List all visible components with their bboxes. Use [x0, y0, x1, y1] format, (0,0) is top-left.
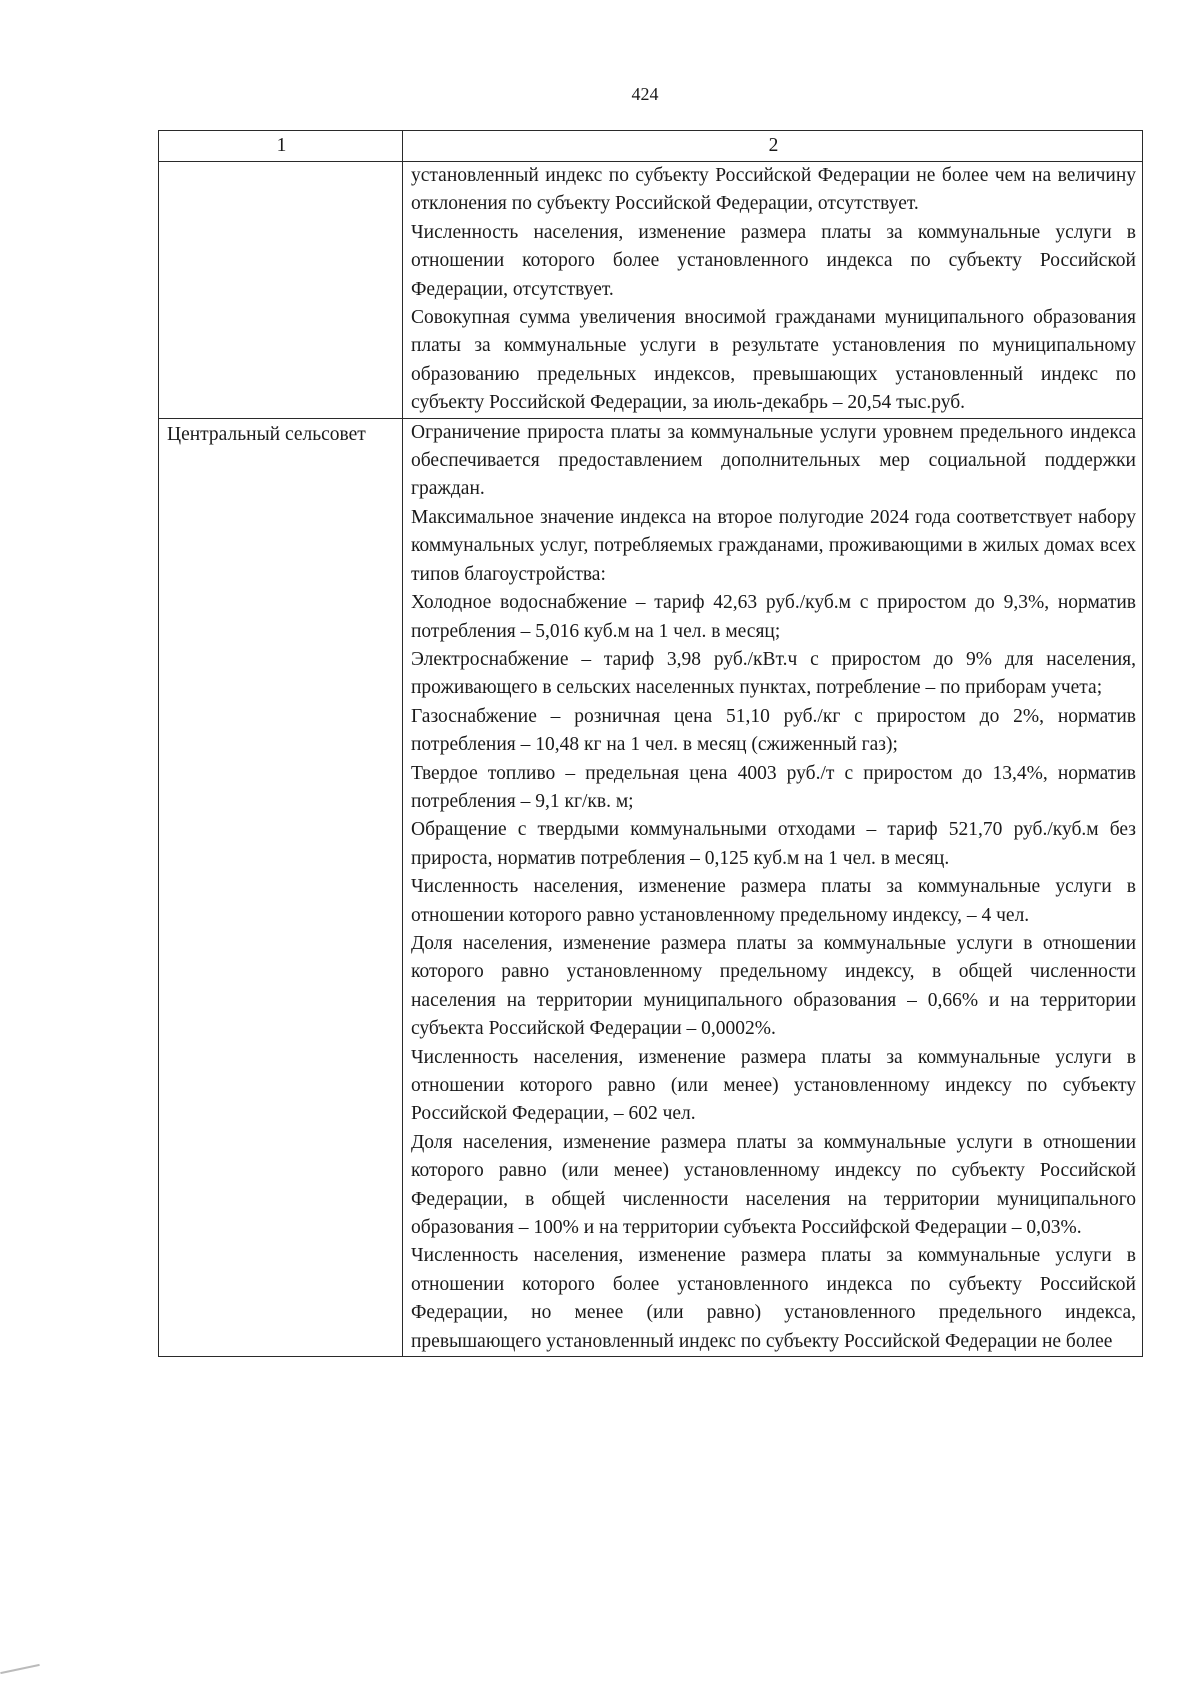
- paragraph: Доля населения, изменение размера платы за коммунальные услуги в отношении которого равно установленному предельному индексу, в общей численности населения на территории муниципального образования – 0,66% и на территории субъекта Российской Федерации – 0,0002%.: [411, 932, 1136, 1040]
- paragraph: Обращение с твердыми коммунальными отходами – тариф 521,70 руб./куб.м без прироста, норматив потребления – 0,125 куб.м на 1 чел. в месяц.: [411, 819, 1136, 869]
- row-label: [167, 162, 396, 164]
- table-row: [159, 162, 1143, 419]
- paragraph: Численность населения, изменение размера платы за коммунальные услуги в отношении которого более установленного индекса по субъекту Российской Федерации, но менее (или равно) установленного предельного индекса, превышающего установленный индекс по субъекту Российской Федерации не более: [411, 1245, 1136, 1352]
- table-row: [159, 418, 1143, 1356]
- paragraph: Численность населения, изменение размера платы за коммунальные услуги в отношении которого более установленного индекса по субъекту Российской Федерации, отсутствует.: [411, 221, 1136, 300]
- paragraph: Холодное водоснабжение – тариф 42,63 руб./куб.м с приростом до 9,3%, норматив потребления – 5,016 куб.м на 1 чел. в месяц;: [411, 592, 1136, 642]
- table-header-row: [159, 131, 1143, 162]
- paragraph: Численность населения, изменение размера платы за коммунальные услуги в отношении которого равно установленному предельному индексу, – 4 чел.: [411, 876, 1136, 926]
- column-header-1: 1: [159, 131, 403, 162]
- paragraph: Численность населения, изменение размера платы за коммунальные услуги в отношении которого равно (или менее) установленному индексу по субъекту Российской Федерации, – 602 чел.: [411, 1046, 1136, 1125]
- column-header-2: 2: [403, 131, 1143, 162]
- paragraph: Твердое топливо – предельная цена 4003 руб./т с приростом до 13,4%, норматив потребления – 9,1 кг/кв. м;: [411, 762, 1136, 812]
- paragraph: Ограничение прироста платы за коммунальные услуги уровнем предельного индекса обеспечивается предоставлением дополнительных мер социальной поддержки граждан.: [411, 421, 1136, 500]
- row-label: Центральный сельсовет: [167, 423, 366, 445]
- paragraph: Совокупная сумма увеличения вносимой гражданами муниципального образования платы за коммунальные услуги в результате установления по муниципальному образованию предельных индексов, превышающих установленный индекс по субъекту Российской Федерации, за июль-декабрь – 20,54 тыс.руб.: [411, 307, 1136, 414]
- scan-mark: [0, 1664, 40, 1674]
- paragraph: Электроснабжение – тариф 3,98 руб./кВт.ч с приростом до 9% для населения, проживающего в сельских населенных пунктах, потребление – по приборам учета;: [411, 648, 1136, 699]
- row-label-cell: [159, 162, 403, 419]
- paragraph: установленный индекс по субъекту Российской Федерации не более чем на величину отклонения по субъекту Российской Федерации, отсутствует.: [411, 165, 1136, 215]
- row-content-cell: [403, 162, 1143, 419]
- row-content-cell: [403, 418, 1143, 1356]
- page-number: 424: [631, 84, 659, 104]
- paragraph: Максимальное значение индекса на второе полугодие 2024 года соответствует набору коммунальных услуг, потребляемых гражданами, проживающими в жилых домах всех типов благоустройства:: [411, 506, 1136, 585]
- paragraph: Газоснабжение – розничная цена 51,10 руб./кг с приростом до 2%, норматив потребления – 10,48 кг на 1 чел. в месяц (сжиженный газ);: [411, 705, 1136, 756]
- data-table: [158, 130, 1143, 1357]
- row-label-cell: [159, 418, 403, 1356]
- paragraph: Доля населения, изменение размера платы за коммунальные услуги в отношении которого равно (или менее) установленному индексу по субъекту Российской Федерации, в общей численности населения на территории муниципального образования – 100% и на территории субъекта Российфской Федерации – 0,03%.: [411, 1131, 1136, 1239]
